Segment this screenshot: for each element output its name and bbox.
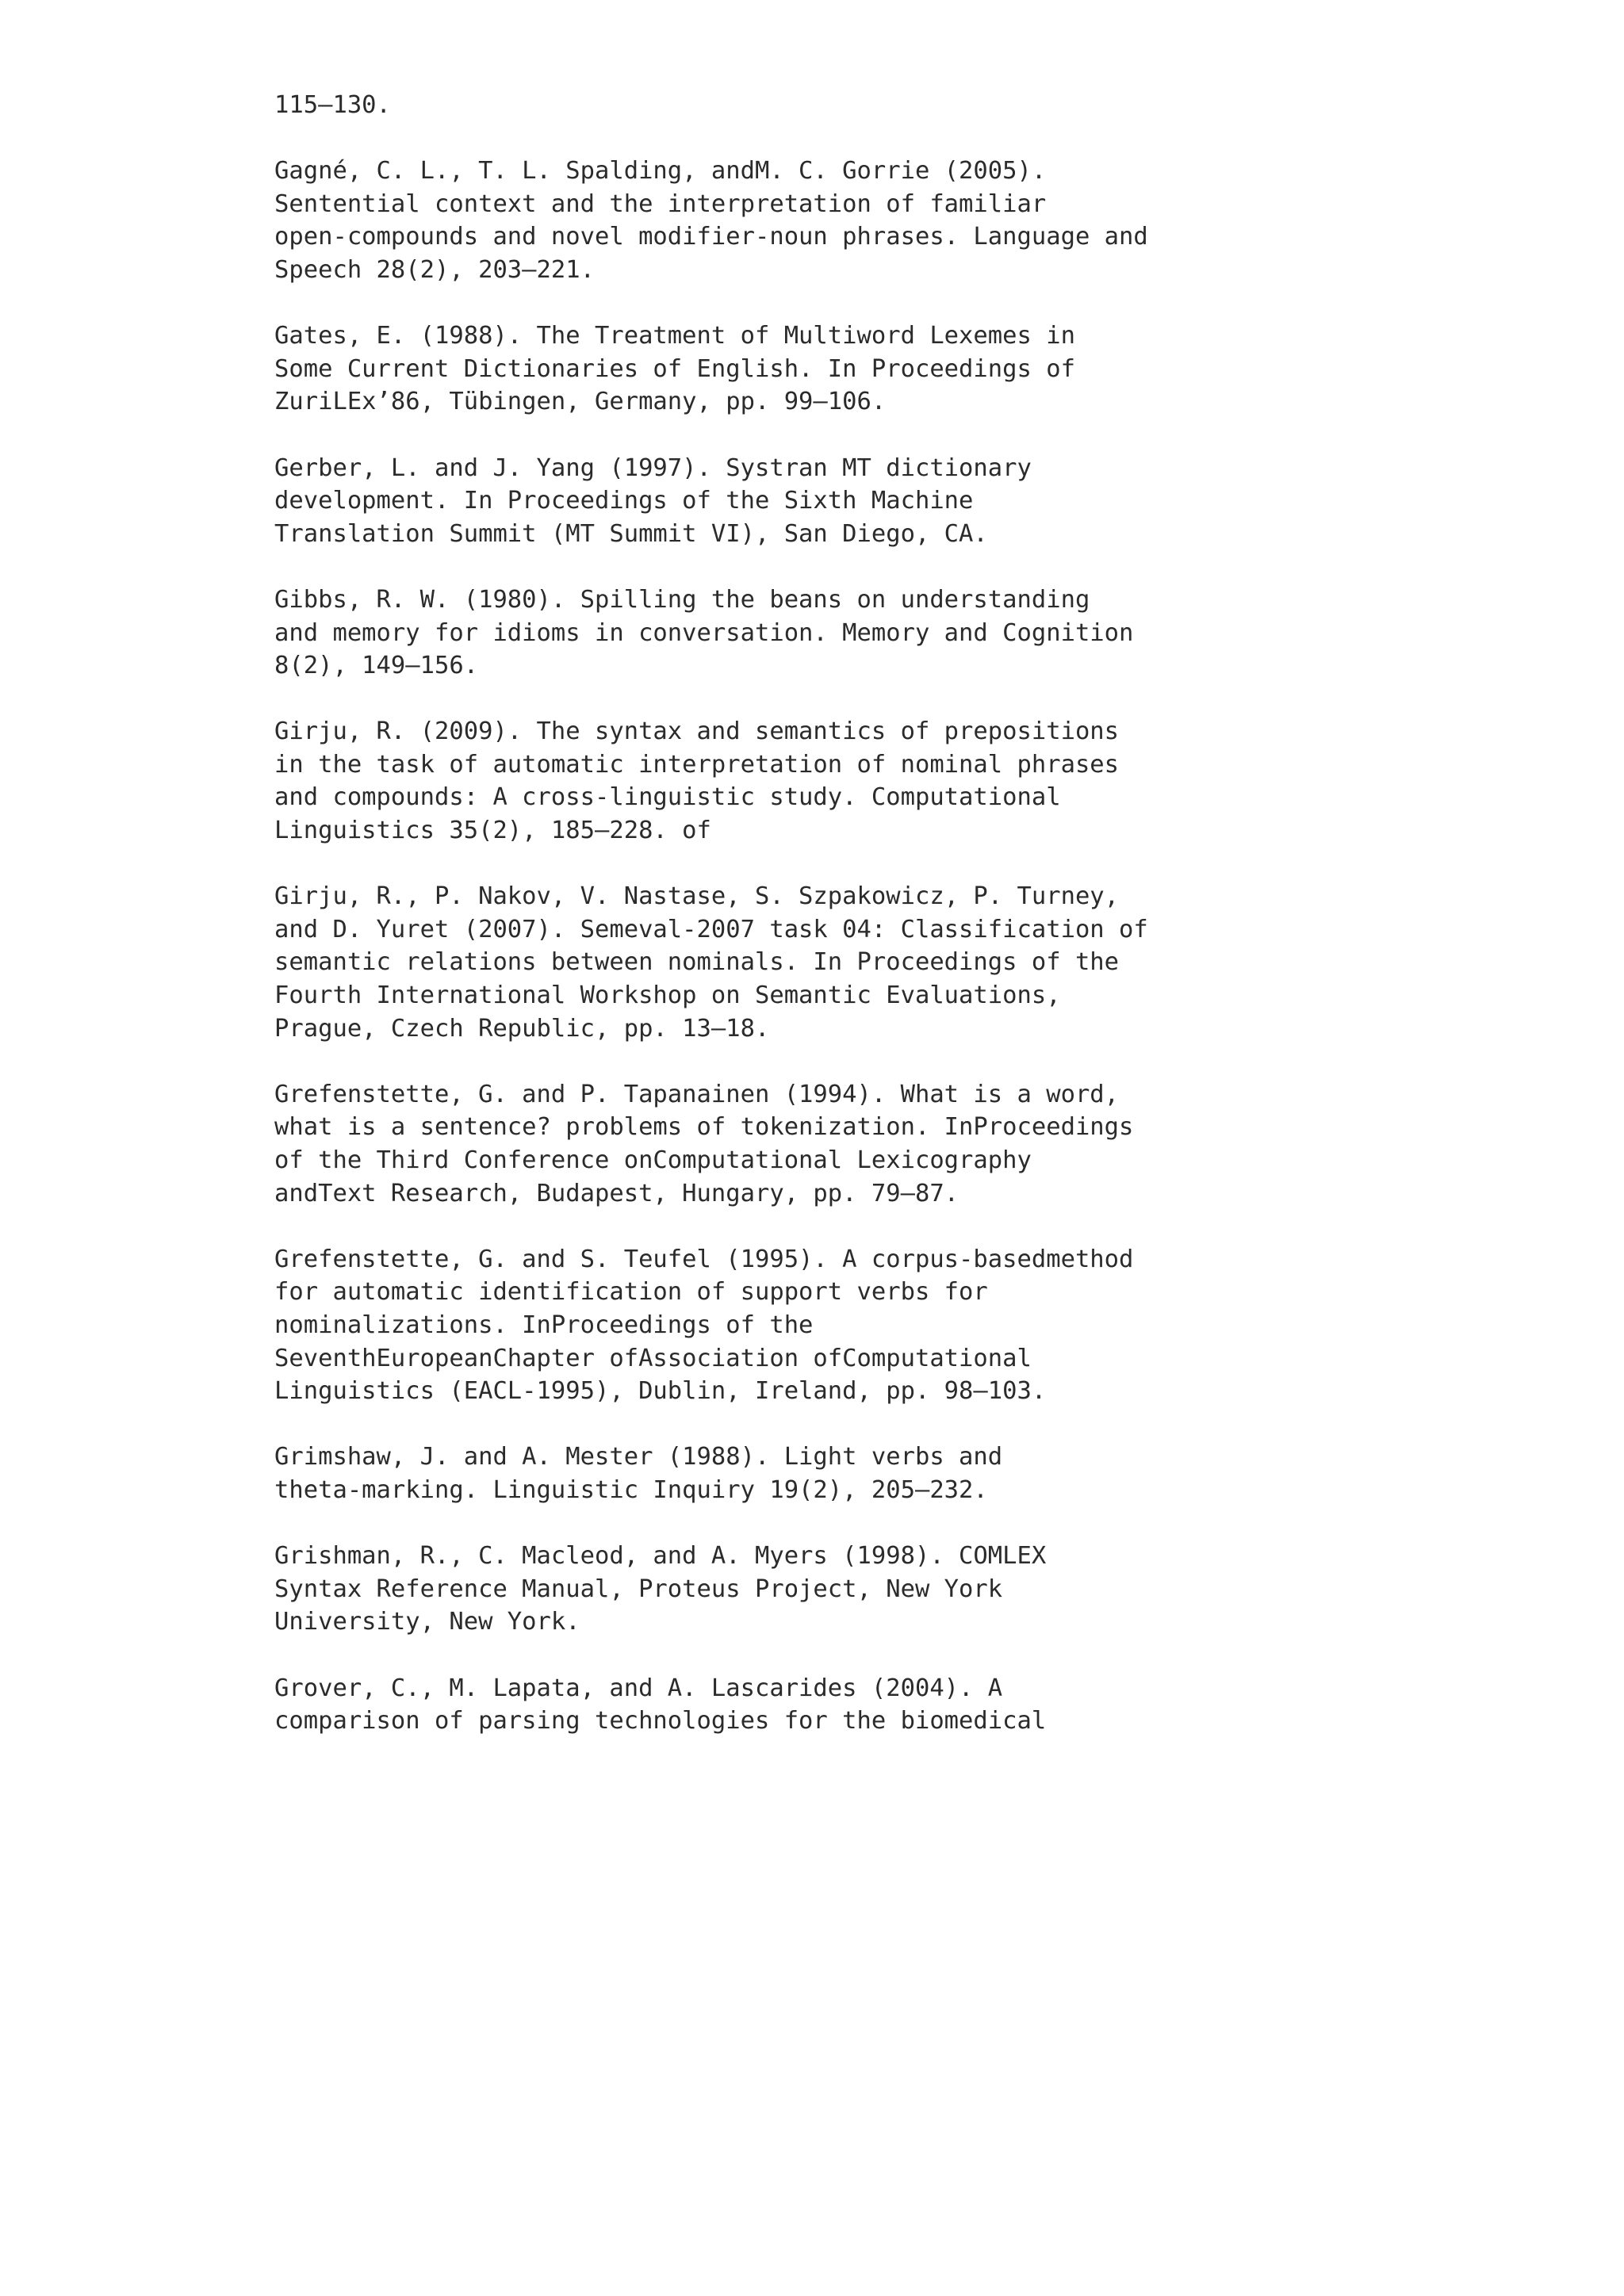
reference-line: SeventhEuropeanChapter ofAssociation ofComputational [274, 1344, 1032, 1372]
reference-line: 115–130. [274, 91, 391, 119]
reference-line: Gates, E. (1988). The Treatment of Multiword Lexemes in [274, 322, 1075, 350]
reference-line: Syntax Reference Manual, Proteus Project, New York [274, 1575, 1003, 1603]
reference-line: Girju, R., P. Nakov, V. Nastase, S. Szpakowicz, P. Turney, [274, 882, 1120, 911]
reference-line: Grefenstette, G. and S. Teufel (1995). A corpus-basedmethod [274, 1245, 1134, 1273]
reference-line: theta-marking. Linguistic Inquiry 19(2), 205–232. [274, 1475, 988, 1504]
reference-entry [274, 1441, 1400, 1506]
reference-line: for automatic identification of support verbs for [274, 1278, 988, 1307]
reference-line: Grefenstette, G. and P. Tapanainen (1994). What is a word, [274, 1080, 1120, 1108]
reference-entry [274, 155, 1400, 286]
reference-line: Linguistics (EACL-1995), Dublin, Ireland, pp. 98–103. [274, 1377, 1047, 1406]
reference-line: Grishman, R., C. Macleod, and A. Myers (1998). COMLEX [274, 1542, 1047, 1571]
reference-line: and memory for idioms in conversation. Memory and Cognition [274, 618, 1134, 647]
reference-line: Grimshaw, J. and A. Mester (1988). Light verbs and [274, 1443, 1003, 1471]
reference-line: University, New York. [274, 1608, 580, 1636]
reference-line: Fourth International Workshop on Semantic Evaluations, [274, 982, 1061, 1010]
reference-entry [274, 1243, 1400, 1408]
reference-entry [274, 1078, 1400, 1210]
reference-line: Girju, R. (2009). The syntax and semantics of prepositions [274, 718, 1120, 746]
reference-entry [274, 452, 1400, 551]
reference-line: comparison of parsing technologies for the biomedical [274, 1707, 1047, 1735]
reference-line: ZuriLEx’86, Tübingen, Germany, pp. 99–106. [274, 388, 887, 416]
reference-line: Speech 28(2), 203–221. [274, 255, 595, 284]
reference-line: Translation Summit (MT Summit VI), San Diego, CA. [274, 519, 988, 548]
reference-entry [274, 1540, 1400, 1639]
reference-line: Grover, C., M. Lapata, and A. Lascarides (2004). A [274, 1674, 1003, 1702]
reference-entry [274, 1672, 1400, 1738]
reference-line: andText Research, Budapest, Hungary, pp. 79–87. [274, 1179, 959, 1207]
reference-line: 8(2), 149–156. [274, 652, 479, 680]
reference-entry [274, 584, 1400, 683]
reference-line: and D. Yuret (2007). Semeval-2007 task 04: Classification of [274, 915, 1148, 943]
reference-entry [274, 89, 1400, 122]
reference-list [274, 89, 1400, 1770]
reference-entry [274, 880, 1400, 1045]
reference-line: in the task of automatic interpretation of nominal phrases [274, 750, 1120, 779]
reference-line: what is a sentence? problems of tokenization. InProceedings [274, 1113, 1134, 1142]
reference-line: Gerber, L. and J. Yang (1997). Systran MT dictionary [274, 453, 1032, 482]
reference-line: Some Current Dictionaries of English. In Proceedings of [274, 354, 1075, 383]
reference-line: development. In Proceedings of the Sixth Machine [274, 487, 974, 515]
reference-line: of the Third Conference onComputational Lexicography [274, 1146, 1032, 1174]
reference-line: Sentential context and the interpretation of familiar [274, 189, 1047, 218]
reference-line: and compounds: A cross-linguistic study. Computational [274, 783, 1061, 812]
reference-line: Linguistics 35(2), 185–228. of [274, 817, 711, 845]
reference-entry [274, 320, 1400, 419]
reference-line: Prague, Czech Republic, pp. 13–18. [274, 1014, 770, 1043]
reference-entry [274, 715, 1400, 847]
reference-line: nominalizations. InProceedings of the [274, 1311, 814, 1339]
reference-line: Gagné, C. L., T. L. Spalding, andM. C. Gorrie (2005). [274, 157, 1047, 186]
reference-line: open-compounds and novel modifier-noun phrases. Language and [274, 223, 1148, 251]
reference-line: semantic relations between nominals. In Proceedings of the [274, 948, 1120, 977]
reference-line: Gibbs, R. W. (1980). Spilling the beans on understanding [274, 585, 1090, 614]
